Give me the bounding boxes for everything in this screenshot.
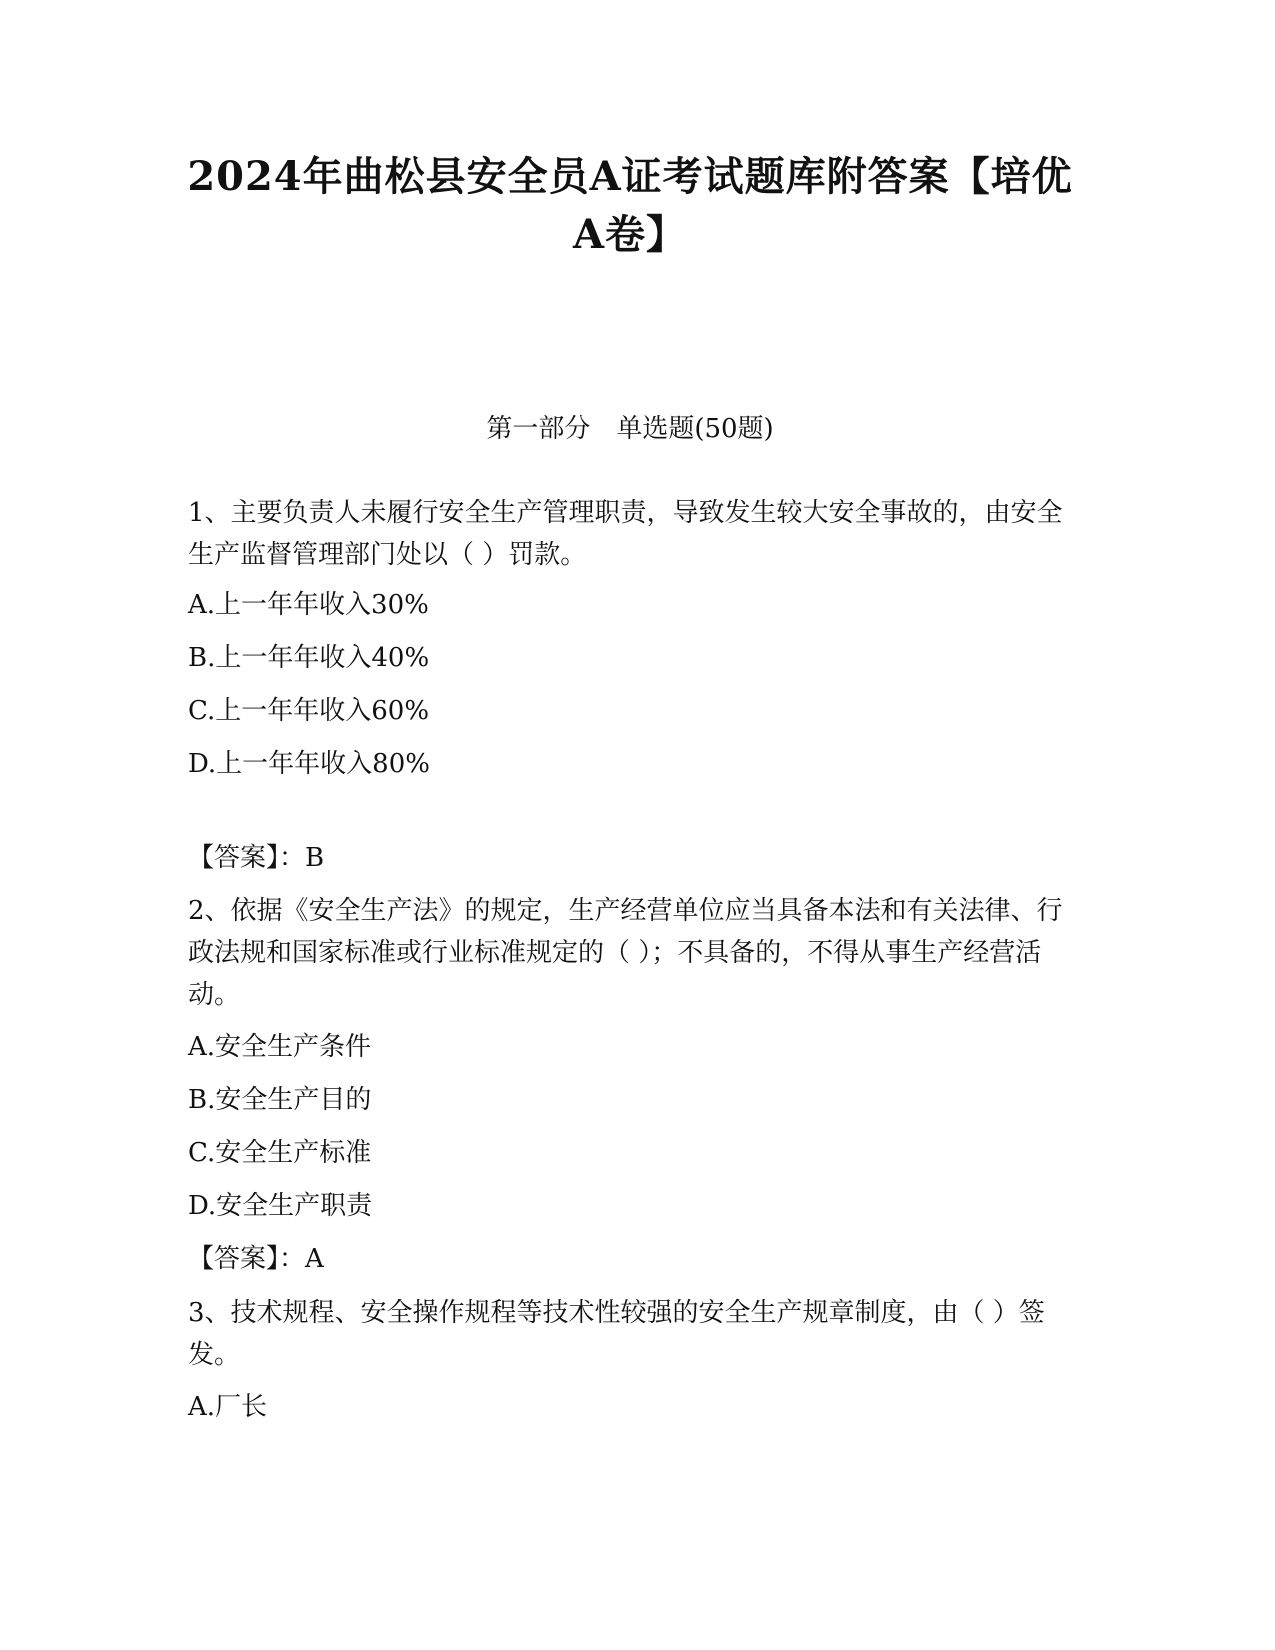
question-1-option-b: B.上一年年收入40% [188, 643, 430, 673]
question-1-option-a: A.上一年年收入30% [188, 590, 429, 620]
question-1-option-c: C.上一年年收入60% [188, 696, 430, 726]
title-line-2: A卷】 [572, 211, 688, 258]
question-2-option-a: A.安全生产条件 [188, 1032, 372, 1062]
document-title [180, 148, 1080, 264]
question-1-option-d: D.上一年年收入80% [188, 749, 430, 779]
question-2-option-b: B.安全生产目的 [188, 1085, 372, 1115]
question-1-answer: 【答案】：B [188, 843, 325, 873]
question-2-answer: 【答案】：A [188, 1244, 324, 1274]
question-2-stem: 2、依据《安全生产法》的规定，生产经营单位应当具备本法和有关法律、行政法规和国家标准或行业标准规定的（ ）；不具备的，不得从事生产经营活动。 [188, 896, 1063, 1010]
question-3-option-a: A.厂长 [188, 1392, 268, 1422]
title-line-1: 2024年曲松县安全员A证考试题库附答案【培优 [187, 153, 1073, 200]
question-3-stem: 3、技术规程、安全操作规程等技术性较强的安全生产规章制度，由（ ）签发。 [188, 1298, 1045, 1370]
section-heading: 第一部分 单选题(50题) [486, 414, 774, 444]
question-2-option-c: C.安全生产标准 [188, 1138, 372, 1168]
question-2-option-d: D.安全生产职责 [188, 1191, 373, 1221]
question-1-stem: 1、主要负责人未履行安全生产管理职责，导致发生较大安全事故的，由安全生产监督管理部门处以（ ）罚款。 [188, 498, 1063, 570]
